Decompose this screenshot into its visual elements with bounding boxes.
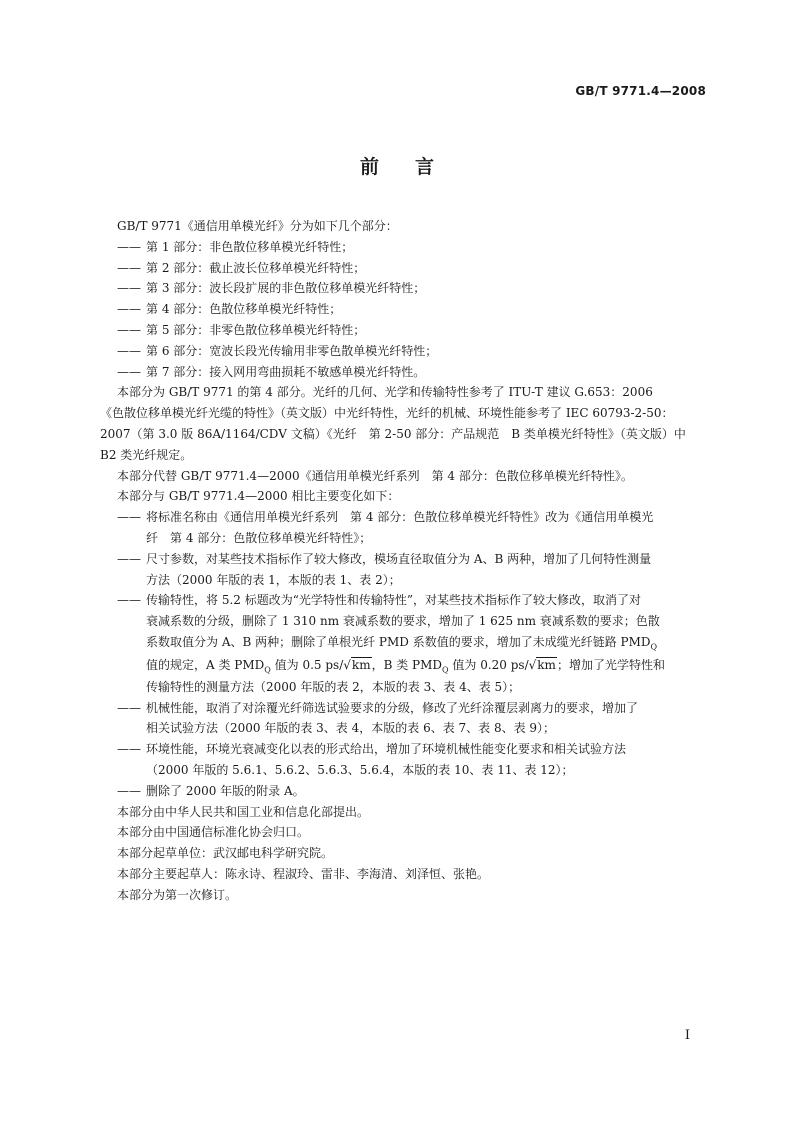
list-item: —— 第 4 部分：色散位移单模光纤特性； [117, 302, 342, 317]
list-item: —— 环境性能，环境光衰减变化以表的形式给出，增加了环境机械性能变化要求和相关试验方法 （2000 年版的 5.6.1、5.6.2、5.6.3、5.6.4，本版的表 10、表 11、表 12）； [117, 742, 627, 777]
standard-code: GB/T 9771.4—2008 [575, 84, 706, 98]
closing-paragraphs: 本部分由中华人民共和国工业和信息化部提出。 本部分由中国通信标准化协会归口。 本部分起草单位：武汉邮电科学研究院。 本部分主要起草人：陈永诗、程淑玲、雷非、李海清、刘泽恒、张艳。 本部分为第一次修订。 [117, 804, 490, 902]
parts-list [117, 237, 707, 383]
changes-list [117, 507, 707, 801]
replace-paragraph: 本部分代替 GB/T 9771.4—2000《通信用单模光纤系列 第 4 部分：色散位移单模光纤特性》。 [117, 468, 633, 483]
list-item: —— 机械性能，取消了对涂覆光纤筛选试验要求的分级，修改了光纤涂覆层剥离力的要求，增加了 相关试验方法（2000 年版的表 3、表 4，本版的表 6、表 7、表 8、表 9）； [117, 700, 639, 736]
page-number: I [684, 1028, 690, 1043]
pmd-value-line: 值的规定，A 类 $PMD_Q$ 值为 0.5 ps/√km，B 类 $PMD_Q$ 值为 0.20 ps/√km；增加了光学特性和 [146, 657, 665, 675]
list-item: —— 尺寸参数，对某些技术指标作了较大修改，模场直径取值分为 A、B 两种，增加了几何特性测量 方法（2000 年版的表 1，本版的表 1、表 2）； [117, 551, 652, 587]
list-item: —— 第 6 部分：宽波长段光传输用非零色散单模光纤特性； [117, 343, 438, 358]
list-item: —— 第 2 部分：截止波长位移单模光纤特性； [117, 260, 366, 275]
list-item: —— 将标准名称由《通信用单模光纤系列 第 4 部分：色散位移单模光纤特性》改为《通信用单模光 纤 第 4 部分：色散位移单模光纤特性》； [117, 510, 654, 545]
list-item: —— 第 3 部分：波长段扩展的非色散位移单模光纤特性； [117, 281, 426, 296]
list-item: —— 传输特性，将 5.2 标题改为“光学特性和传输特性”，对某些技术指标作了较大修改，取消了对 衰减系数的分级，删除了 1 310 nm 衰减系数的要求，增加了 1 625 nm 衰减系数的要求；色散 系数取值分为 A、B 两种；删除了单根光纤 PMD 系数值的要求，增加了未成缆光纤链路 $PMD_Q$ 值的规定，A 类 $PMD_Q$ 值为 0.5 ps/√km，B 类 $PMD_Q$ 值为 0.20 ps/√km；增加了光学特性和 传输特性的测量方法（2000 年版的表 2，本版的表 3、表 4、表 5）； [117, 590, 707, 697]
reference-paragraph: 本部分为 GB/T 9771 的第 4 部分。光纤的几何、光学和传输特性参考了 ITU-T 建议 G.653：2006 《色散位移单模光纤光缆的特性》（英文版）中光纤特性，光纤的机械、环境性能参考了 IEC 60793-2-50： 2007（第 3.0 版 86A/1164/CDV 文稿）《光纤 第 2-50 部分：产品规范 B 类单模光纤特性》（英文版）中 B2 类光纤规定。 [100, 385, 686, 462]
intro-line: GB/T 9771《通信用单模光纤》分为如下几个部分： [117, 219, 398, 233]
list-item: —— 删除了 2000 年版的附录 A。 [117, 783, 305, 798]
page-title: 前言 [359, 156, 470, 178]
list-item: —— 第 7 部分：接入网用弯曲损耗不敏感单模光纤特性。 [117, 364, 426, 379]
document-body [100, 216, 707, 906]
list-item: —— 第 1 部分：非色散位移单模光纤特性； [117, 239, 354, 254]
changes-intro: 本部分与 GB/T 9771.4—2000 相比主要变化如下： [117, 489, 400, 504]
list-item: —— 第 5 部分：非零色散位移单模光纤特性； [117, 322, 366, 337]
